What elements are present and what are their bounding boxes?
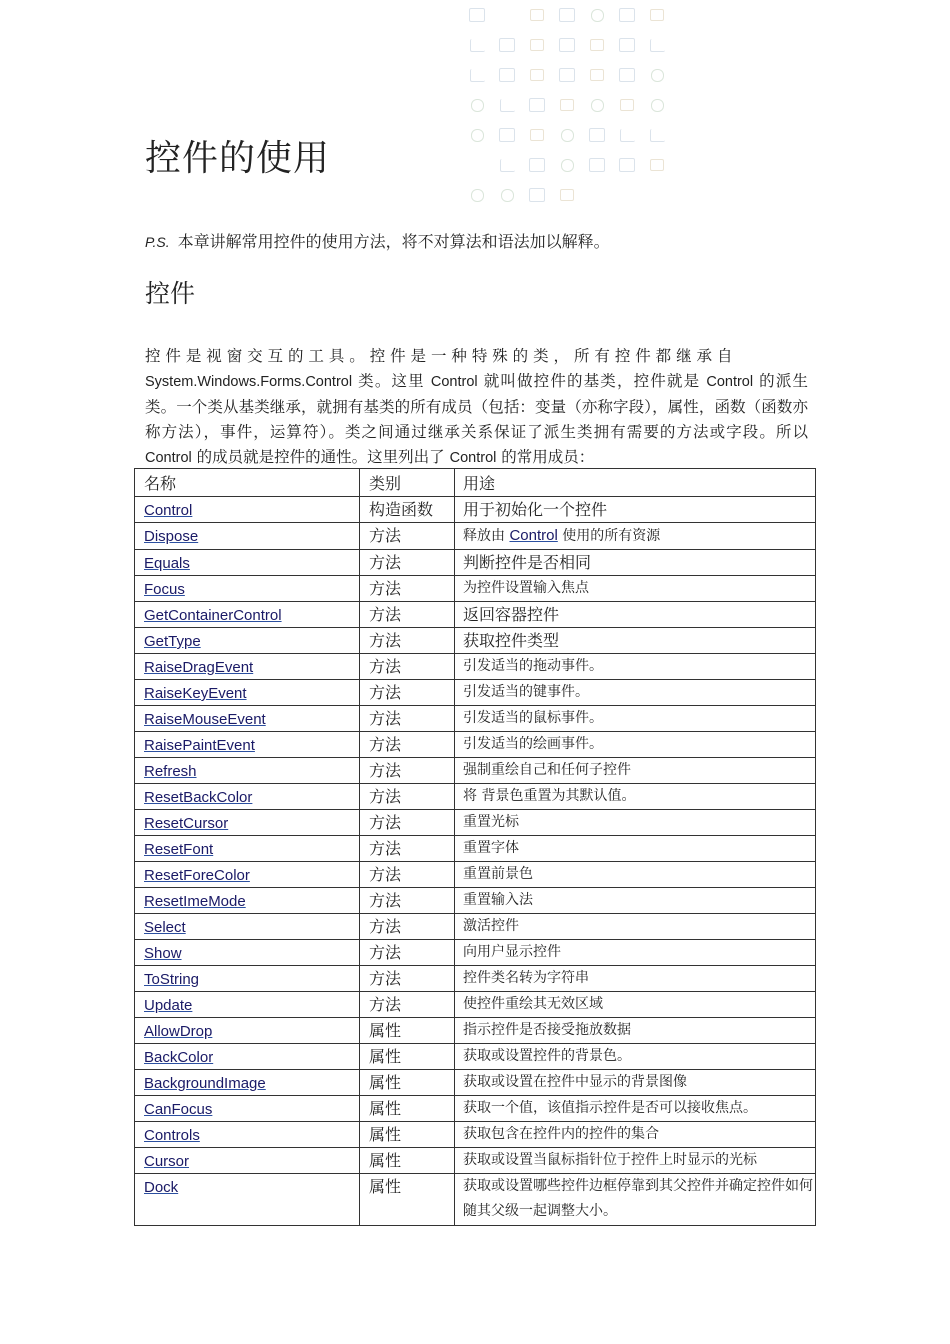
toolbox-icon xyxy=(522,60,552,90)
toolbox-icon xyxy=(582,30,612,60)
member-use-cell: 获取或设置哪些控件边框停靠到其父控件并确定控件如何随其父级一起调整大小。 xyxy=(455,1174,816,1226)
member-name-link[interactable]: ResetFont xyxy=(144,841,214,858)
member-type-cell: 方法 xyxy=(360,810,455,836)
toolbox-icon xyxy=(492,90,522,120)
table-row xyxy=(135,966,816,992)
intro-line1: 控 件 是 视 窗 交 互 的 工 具 。 控 件 是 一 种 特 殊 的 类 ， 所 有 控 件 都 继 承 自 xyxy=(145,347,733,365)
ps-note xyxy=(145,229,610,252)
member-use-cell: 引发适当的拖动事件。 xyxy=(455,654,816,680)
member-use-cell: 引发适当的键事件。 xyxy=(455,680,816,706)
member-name-cell xyxy=(135,914,360,940)
toolbox-icon xyxy=(552,150,582,180)
member-name-cell xyxy=(135,1122,360,1148)
member-type-cell: 属性 xyxy=(360,1174,455,1226)
table-row xyxy=(135,680,816,706)
member-name-cell xyxy=(135,497,360,523)
toolbox-icon xyxy=(492,150,522,180)
table-row xyxy=(135,1070,816,1096)
member-name-cell xyxy=(135,784,360,810)
member-type-cell: 方法 xyxy=(360,654,455,680)
header-name: 名称 xyxy=(135,469,360,497)
member-use-cell xyxy=(455,523,816,550)
toolbox-icon xyxy=(552,0,582,30)
member-type-cell: 方法 xyxy=(360,732,455,758)
control-link[interactable]: Control xyxy=(509,527,558,544)
table-row xyxy=(135,628,816,654)
member-use-cell: 引发适当的绘画事件。 xyxy=(455,732,816,758)
member-name-link[interactable]: RaiseKeyEvent xyxy=(144,685,247,702)
member-name-cell xyxy=(135,654,360,680)
toolbox-icon xyxy=(612,30,642,60)
toolbox-icon xyxy=(492,120,522,150)
table-row xyxy=(135,1044,816,1070)
member-name-link[interactable]: ResetBackColor xyxy=(144,789,253,806)
member-use-cell: 将 背景色重置为其默认值。 xyxy=(455,784,816,810)
toolbox-icon xyxy=(522,0,552,30)
member-name-link[interactable]: RaiseMouseEvent xyxy=(144,711,266,728)
toolbox-icon xyxy=(552,60,582,90)
member-type-cell: 属性 xyxy=(360,1070,455,1096)
member-name-link[interactable]: ToString xyxy=(144,971,200,988)
toolbox-icon xyxy=(552,120,582,150)
member-name-link[interactable]: ResetCursor xyxy=(144,815,229,832)
table-header-row xyxy=(135,469,816,497)
member-use-cell: 控件类名转为字符串 xyxy=(455,966,816,992)
header-use: 用途 xyxy=(455,469,816,497)
toolbox-icon xyxy=(462,0,492,30)
toolbox-icon xyxy=(462,60,492,90)
member-type-cell: 方法 xyxy=(360,680,455,706)
member-use-cell: 激活控件 xyxy=(455,914,816,940)
member-name-cell xyxy=(135,1148,360,1174)
member-name-link[interactable]: Dock xyxy=(144,1179,179,1196)
member-name-cell xyxy=(135,1070,360,1096)
member-use-cell: 获取或设置控件的背景色。 xyxy=(455,1044,816,1070)
member-type-cell: 方法 xyxy=(360,576,455,602)
table-row xyxy=(135,654,816,680)
table-row xyxy=(135,497,816,523)
member-type-cell: 方法 xyxy=(360,758,455,784)
section-heading: 控件 xyxy=(145,279,196,308)
member-type-cell: 属性 xyxy=(360,1044,455,1070)
toolbox-icon xyxy=(522,30,552,60)
toolbox-icon xyxy=(552,90,582,120)
member-type-cell: 方法 xyxy=(360,550,455,576)
member-type-cell: 方法 xyxy=(360,992,455,1018)
table-row xyxy=(135,1122,816,1148)
toolbox-icon xyxy=(642,120,672,150)
table-row xyxy=(135,523,816,550)
member-name-link[interactable]: RaiseDragEvent xyxy=(144,659,254,676)
table-row xyxy=(135,940,816,966)
toolbox-icon xyxy=(642,60,672,90)
control-term: Control xyxy=(449,450,497,466)
member-use-cell: 重置字体 xyxy=(455,836,816,862)
toolbox-icon xyxy=(612,120,642,150)
toolbox-icon xyxy=(642,150,672,180)
member-name-cell xyxy=(135,576,360,602)
member-type-cell: 方法 xyxy=(360,940,455,966)
toolbox-icons-watermark xyxy=(462,0,677,195)
table-row xyxy=(135,758,816,784)
member-use-cell: 获取控件类型 xyxy=(455,628,816,654)
table-row xyxy=(135,1148,816,1174)
toolbox-icon xyxy=(582,0,612,30)
member-type-cell: 方法 xyxy=(360,836,455,862)
intro-paragraph xyxy=(145,344,808,471)
member-type-cell: 方法 xyxy=(360,602,455,628)
table-row xyxy=(135,1018,816,1044)
toolbox-icon xyxy=(522,150,552,180)
member-name-cell xyxy=(135,862,360,888)
member-name-cell xyxy=(135,888,360,914)
ps-tag: P.S. xyxy=(145,234,170,250)
member-name-link[interactable]: CanFocus xyxy=(144,1101,213,1118)
toolbox-icon xyxy=(642,90,672,120)
member-use-cell: 获取一个值，该值指示控件是否可以接收焦点。 xyxy=(455,1096,816,1122)
intro-text: 就叫做控件的基类，控件就是 xyxy=(477,372,707,390)
member-name-link[interactable]: ResetForeColor xyxy=(144,867,250,884)
member-name-link[interactable]: Cursor xyxy=(144,1153,190,1170)
intro-text: 类。这里 xyxy=(352,372,431,390)
member-name-cell xyxy=(135,680,360,706)
table-row xyxy=(135,992,816,1018)
member-use-cell: 引发适当的鼠标事件。 xyxy=(455,706,816,732)
member-name-cell xyxy=(135,992,360,1018)
toolbox-icon xyxy=(582,150,612,180)
member-name-link[interactable]: Focus xyxy=(144,581,185,598)
ps-text: 本章讲解常用控件的使用方法，将不对算法和语法加以解释。 xyxy=(177,232,610,251)
member-type-cell: 属性 xyxy=(360,1018,455,1044)
member-name-link[interactable]: Select xyxy=(144,919,186,936)
member-type-cell: 属性 xyxy=(360,1148,455,1174)
member-use-cell: 使控件重绘其无效区域 xyxy=(455,992,816,1018)
member-type-cell: 属性 xyxy=(360,1122,455,1148)
member-type-cell: 属性 xyxy=(360,1096,455,1122)
toolbox-icon xyxy=(612,0,642,30)
member-type-cell: 方法 xyxy=(360,628,455,654)
member-name-cell xyxy=(135,1096,360,1122)
member-use-cell: 获取包含在控件内的控件的集合 xyxy=(455,1122,816,1148)
toolbox-icon xyxy=(462,120,492,150)
member-name-cell xyxy=(135,706,360,732)
member-name-cell xyxy=(135,628,360,654)
member-name-link[interactable]: BackgroundImage xyxy=(144,1075,266,1092)
toolbox-icon xyxy=(462,90,492,120)
table-row xyxy=(135,602,816,628)
toolbox-icon xyxy=(462,180,492,210)
table-row xyxy=(135,1096,816,1122)
toolbox-icon xyxy=(552,30,582,60)
member-name-cell xyxy=(135,732,360,758)
use-text: 使用的所有资源 xyxy=(557,528,661,544)
toolbox-icon xyxy=(642,30,672,60)
toolbox-icon xyxy=(522,90,552,120)
member-name-cell xyxy=(135,810,360,836)
table-row xyxy=(135,810,816,836)
member-name-cell xyxy=(135,1174,360,1226)
member-use-cell: 强制重绘自己和任何子控件 xyxy=(455,758,816,784)
use-text: 释放由 xyxy=(463,528,510,544)
toolbox-icon xyxy=(462,150,492,180)
member-name-cell xyxy=(135,1018,360,1044)
control-term: Control xyxy=(706,374,754,390)
member-name-cell xyxy=(135,1044,360,1070)
table-row xyxy=(135,706,816,732)
toolbox-icon xyxy=(492,60,522,90)
member-type-cell: 方法 xyxy=(360,862,455,888)
toolbox-icon xyxy=(492,180,522,210)
toolbox-icon xyxy=(612,90,642,120)
member-use-cell: 重置输入法 xyxy=(455,888,816,914)
member-use-cell: 指示控件是否接受拖放数据 xyxy=(455,1018,816,1044)
member-name-link[interactable]: Refresh xyxy=(144,763,197,780)
member-use-cell: 判断控件是否相同 xyxy=(455,550,816,576)
member-name-link[interactable]: GetType xyxy=(144,633,201,650)
member-type-cell: 方法 xyxy=(360,888,455,914)
member-use-cell: 为控件设置输入焦点 xyxy=(455,576,816,602)
member-name-link[interactable]: Dispose xyxy=(144,528,199,545)
toolbox-icon xyxy=(492,0,522,30)
table-row xyxy=(135,888,816,914)
toolbox-icon xyxy=(612,150,642,180)
member-name-cell xyxy=(135,966,360,992)
member-type-cell: 方法 xyxy=(360,523,455,550)
class-name: System.Windows.Forms.Control xyxy=(145,374,353,390)
member-name-link[interactable]: Show xyxy=(144,945,182,962)
table-row xyxy=(135,550,816,576)
toolbox-icon xyxy=(552,180,582,210)
member-use-cell: 获取或设置当鼠标指针位于控件上时显示的光标 xyxy=(455,1148,816,1174)
intro-text: 的派生类。一个类从基类继承，就拥有基类的所有成员（包括：变量（亦称字段），属性，函数（函数亦称方法），事件，运算符）。类之间通过继承关系保证了派生类拥有需要的方法或字段。所以 xyxy=(145,372,808,441)
toolbox-icon xyxy=(582,90,612,120)
toolbox-icon xyxy=(642,0,672,30)
member-type-cell: 方法 xyxy=(360,706,455,732)
member-name-link[interactable]: GetContainerControl xyxy=(144,607,282,624)
member-use-cell: 重置前景色 xyxy=(455,862,816,888)
control-term: Control xyxy=(430,374,478,390)
page-title: 控件的使用 xyxy=(145,138,331,179)
member-use-cell: 重置光标 xyxy=(455,810,816,836)
member-name-link[interactable]: Controls xyxy=(144,1127,200,1144)
member-use-cell: 用于初始化一个控件 xyxy=(455,497,816,523)
toolbox-icon xyxy=(462,30,492,60)
member-name-cell xyxy=(135,523,360,550)
member-name-cell xyxy=(135,940,360,966)
member-name-link[interactable]: ResetImeMode xyxy=(144,893,246,910)
toolbox-icon xyxy=(492,30,522,60)
toolbox-icon xyxy=(582,120,612,150)
control-members-table xyxy=(134,468,816,1226)
toolbox-icon xyxy=(582,60,612,90)
member-use-cell: 返回容器控件 xyxy=(455,602,816,628)
member-name-link[interactable]: Update xyxy=(144,997,193,1014)
table-row xyxy=(135,1174,816,1226)
table-row xyxy=(135,784,816,810)
member-type-cell: 方法 xyxy=(360,966,455,992)
member-name-cell xyxy=(135,550,360,576)
intro-text: 的常用成员： xyxy=(496,448,595,466)
member-name-cell xyxy=(135,836,360,862)
member-name-link[interactable]: Equals xyxy=(144,555,190,572)
member-name-link[interactable]: Control xyxy=(144,502,193,519)
member-use-cell: 获取或设置在控件中显示的背景图像 xyxy=(455,1070,816,1096)
member-name-link[interactable]: RaisePaintEvent xyxy=(144,737,255,754)
table-row xyxy=(135,732,816,758)
member-use-cell: 向用户显示控件 xyxy=(455,940,816,966)
toolbox-icon xyxy=(522,180,552,210)
member-type-cell: 构造函数 xyxy=(360,497,455,523)
member-type-cell: 方法 xyxy=(360,914,455,940)
toolbox-icon xyxy=(612,60,642,90)
member-name-link[interactable]: AllowDrop xyxy=(144,1023,213,1040)
table-row xyxy=(135,862,816,888)
member-name-cell xyxy=(135,758,360,784)
intro-text: 的成员就是控件的通性。这里列出了 xyxy=(191,448,450,466)
member-name-link[interactable]: BackColor xyxy=(144,1049,214,1066)
control-term: Control xyxy=(145,450,192,466)
toolbox-icon xyxy=(522,120,552,150)
table-row xyxy=(135,914,816,940)
member-name-cell xyxy=(135,602,360,628)
header-type: 类别 xyxy=(360,469,455,497)
table-row xyxy=(135,836,816,862)
member-type-cell: 方法 xyxy=(360,784,455,810)
table-row xyxy=(135,576,816,602)
